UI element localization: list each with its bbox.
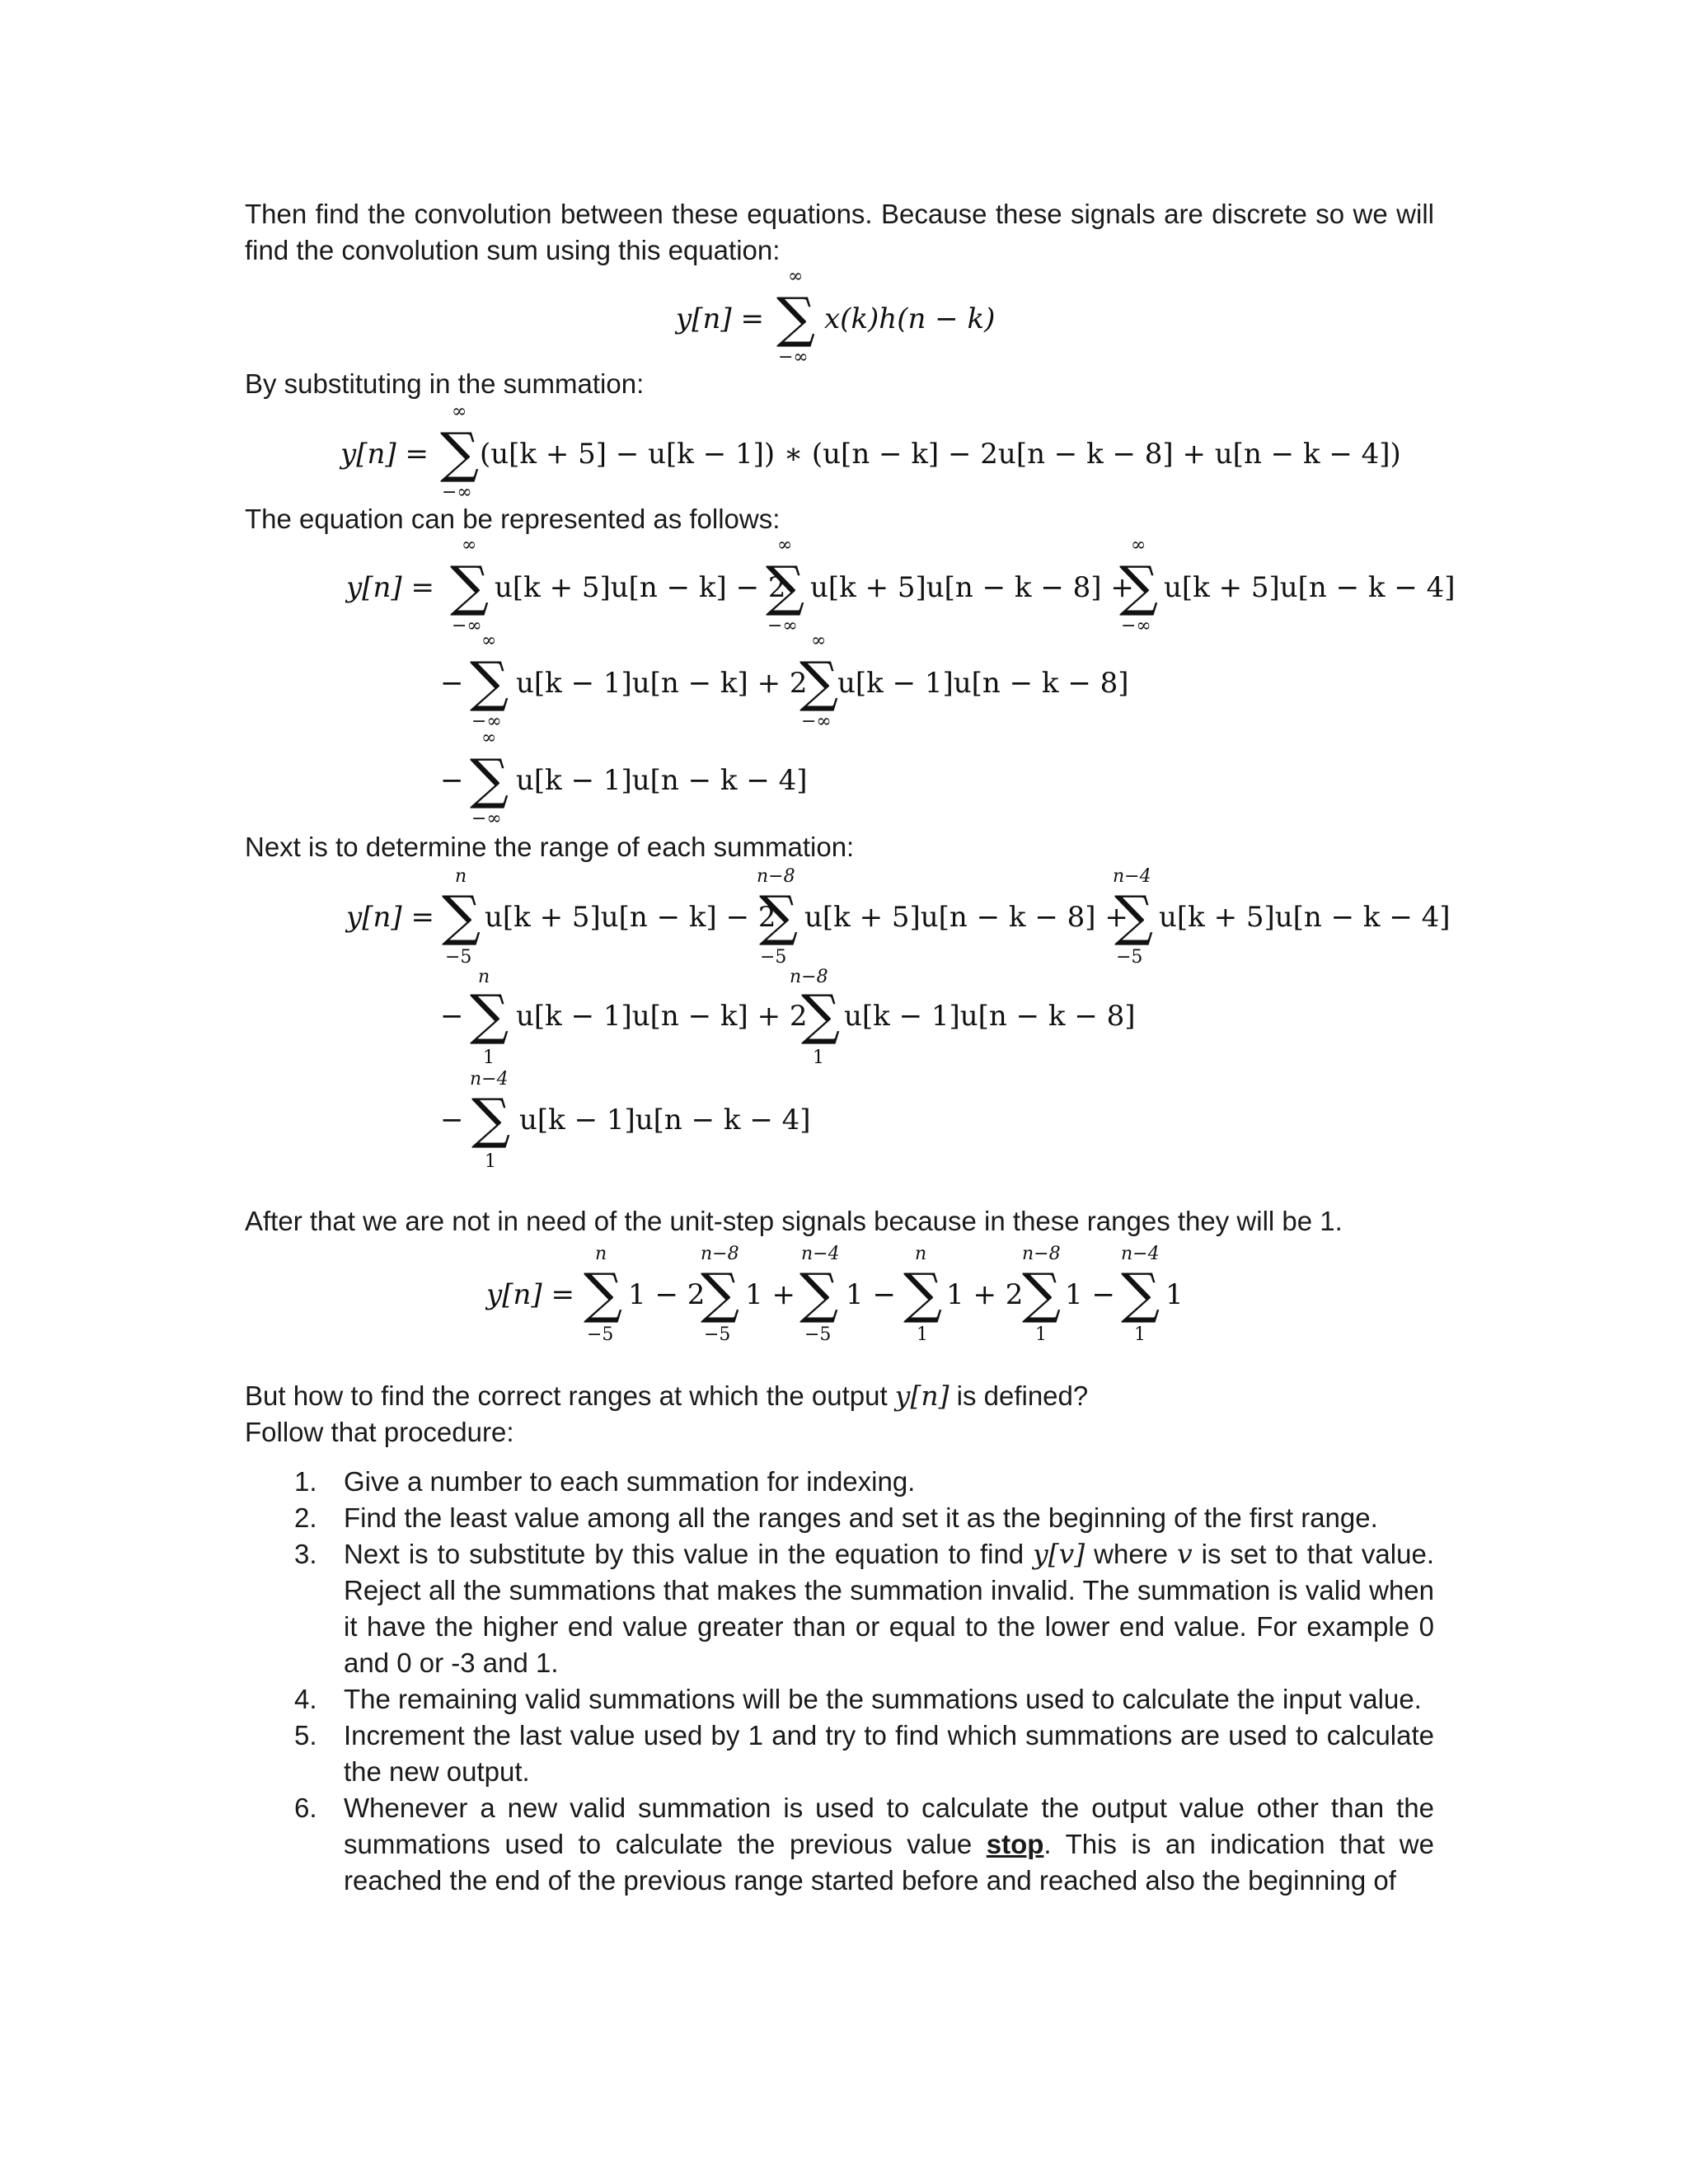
conv-sigma: ∑ <box>776 286 816 349</box>
rng-term-6: u[k − 1]u[n − k − 4] <box>519 1104 811 1137</box>
exp-s2-upper: ∞ <box>777 535 793 555</box>
step-number: 2. <box>294 1502 317 1533</box>
rng-s4-lower: 1 <box>483 1047 495 1068</box>
fin-s4-lower: 1 <box>917 1324 928 1345</box>
fin-s3-lower: −5 <box>804 1324 832 1345</box>
list-item <box>245 1718 1434 1790</box>
fin-s5-upper: n−8 <box>1022 1244 1061 1264</box>
list-item <box>245 1681 1434 1718</box>
fin-s3-sigma: ∑ <box>799 1262 839 1325</box>
step-variable: y[v] <box>1033 1538 1085 1570</box>
rng-line3-minus: − <box>440 1104 464 1137</box>
exp-line2-minus: − <box>440 667 464 700</box>
rng-s3-upper: n−4 <box>1113 866 1151 887</box>
subst-sigma: ∑ <box>440 421 480 485</box>
fin-s1-lower: −5 <box>587 1324 614 1345</box>
follow-paragraph: Follow that procedure: <box>245 1417 514 1447</box>
exp-term-4: u[k − 1]u[n − k] + 2 <box>516 667 808 700</box>
exp-term-5: u[k − 1]u[n − k − 8] <box>837 667 1129 700</box>
rng-line2-minus: − <box>440 1000 464 1033</box>
step-text: Find the least value among all the ranges and set it as the beginning of the first range. <box>344 1502 1378 1533</box>
rng-lhs: y[n] = <box>346 901 434 934</box>
rng-s3-lower: −5 <box>1116 947 1143 968</box>
step-text: Give a number to each summation for indexing. <box>344 1466 916 1497</box>
range-paragraph: Next is to determine the range of each summation: <box>245 832 855 862</box>
exp-s2-sigma: ∑ <box>766 555 805 618</box>
rng-term-4: u[k − 1]u[n − k] + 2 <box>516 1000 808 1033</box>
exp-s1-sigma: ∑ <box>450 555 490 618</box>
rng-s4-upper: n <box>478 967 490 987</box>
conv-lhs: y[n] = <box>676 302 764 335</box>
exp-term-6: u[k − 1]u[n − k − 4] <box>516 764 808 797</box>
fin-s6-sigma: ∑ <box>1121 1262 1160 1325</box>
fin-term-6: 1 <box>1165 1278 1184 1311</box>
step-number: 5. <box>294 1720 317 1750</box>
step-text: Whenever a new valid summation is used to calculate the output value other than the summations used to calculate the previous value <box>344 1793 1434 1859</box>
substitution-equation <box>339 401 1401 503</box>
conv-body: x(k)h(n − k) <box>824 302 996 335</box>
exp-s4-sigma: ∑ <box>470 650 509 714</box>
rng-s6-upper: n−4 <box>470 1069 509 1090</box>
final-equation <box>485 1244 1184 1345</box>
substituting-paragraph: By substituting in the summation: <box>245 368 645 399</box>
list-item <box>245 1536 1434 1681</box>
rng-s1-sigma: ∑ <box>442 884 481 948</box>
exp-s2-lower: −∞ <box>767 616 798 636</box>
exp-term-2: u[k + 5]u[n − k − 8] + <box>810 571 1134 604</box>
question-variable: y[n] <box>894 1380 950 1412</box>
subst-lower-limit: −∞ <box>442 482 472 503</box>
intro-paragraph: Then find the convolution between these equations. Because these signals are discrete so we will find the convolution sum using this equation: <box>245 199 1434 265</box>
fin-s3-upper: n−4 <box>801 1244 840 1264</box>
exp-s4-lower: −∞ <box>471 711 502 732</box>
rng-term-3: u[k + 5]u[n − k − 4] <box>1159 901 1451 934</box>
exp-s5-upper: ∞ <box>811 630 827 651</box>
rng-s4-sigma: ∑ <box>470 983 509 1047</box>
convolution-equation <box>674 266 995 368</box>
step-variable: v <box>1177 1538 1193 1570</box>
fin-s1-upper: n <box>595 1244 607 1264</box>
exp-term-3: u[k + 5]u[n − k − 4] <box>1164 571 1456 604</box>
ranged-equation <box>345 866 1451 1172</box>
rng-s6-lower: 1 <box>485 1151 496 1172</box>
list-item <box>245 1464 1434 1500</box>
fin-s6-lower: 1 <box>1134 1324 1146 1345</box>
fin-term-2: 1 + <box>745 1278 795 1311</box>
represented-paragraph: The equation can be represented as follows: <box>245 504 781 534</box>
subst-upper-limit: ∞ <box>452 401 467 422</box>
exp-s1-lower: −∞ <box>452 616 482 636</box>
procedure-list <box>245 1464 1434 1899</box>
rng-s5-sigma: ∑ <box>801 983 841 1047</box>
step-text: The remaining valid summations will be the summations used to calculate the input value. <box>344 1684 1422 1714</box>
fin-s2-lower: −5 <box>704 1324 731 1345</box>
fin-s1-sigma: ∑ <box>584 1262 623 1325</box>
exp-s5-sigma: ∑ <box>799 650 839 714</box>
exp-line3-minus: − <box>440 764 464 797</box>
question-text-after: is defined? <box>949 1380 1089 1411</box>
exp-term-1: u[k + 5]u[n − k] − 2 <box>495 571 786 604</box>
exp-s1-upper: ∞ <box>462 535 477 555</box>
after-paragraph: After that we are not in need of the unit-step signals because in these ranges they will be 1. <box>245 1206 1343 1236</box>
fin-s6-upper: n−4 <box>1121 1244 1160 1264</box>
fin-term-1: 1 − 2 <box>628 1278 706 1311</box>
step-number: 1. <box>294 1466 317 1497</box>
step-number: 3. <box>294 1539 317 1569</box>
fin-s5-lower: 1 <box>1035 1324 1047 1345</box>
fin-s4-sigma: ∑ <box>903 1262 943 1325</box>
stop-emphasis: stop <box>986 1829 1044 1859</box>
rng-s2-sigma: ∑ <box>759 884 799 948</box>
step-text: Next is to substitute by this value in the equation to find <box>344 1539 1034 1569</box>
conv-upper-limit: ∞ <box>788 266 804 287</box>
fin-lhs: y[n] = <box>486 1278 574 1311</box>
exp-s3-sigma: ∑ <box>1119 555 1159 618</box>
rng-s6-sigma: ∑ <box>471 1087 511 1151</box>
rng-s3-sigma: ∑ <box>1114 884 1154 948</box>
list-item <box>245 1790 1434 1899</box>
rng-s5-lower: 1 <box>813 1047 824 1068</box>
exp-s6-upper: ∞ <box>481 728 497 748</box>
rng-term-1: u[k + 5]u[n − k] − 2 <box>485 901 776 934</box>
exp-s6-lower: −∞ <box>471 808 502 829</box>
question-text-before: But how to find the correct ranges at which the output <box>245 1380 895 1411</box>
exp-s5-lower: −∞ <box>801 711 832 732</box>
rng-s2-lower: −5 <box>760 947 787 968</box>
exp-s3-lower: −∞ <box>1121 616 1151 636</box>
rng-s2-upper: n−8 <box>757 866 795 887</box>
fin-s2-upper: n−8 <box>701 1244 739 1264</box>
step-text: is set to that value. Reject all the summations that makes the summation invalid. The summation is valid when it have the higher end value greater than or equal to the lower end value. For example 0 and 0 or -3 and 1. <box>344 1539 1434 1678</box>
exp-s4-upper: ∞ <box>481 630 497 651</box>
rng-s1-lower: −5 <box>445 947 472 968</box>
fin-term-4: 1 + 2 <box>946 1278 1024 1311</box>
fin-s2-sigma: ∑ <box>701 1262 740 1325</box>
subst-lhs: y[n] = <box>340 438 429 471</box>
fin-term-3: 1 − <box>846 1278 896 1311</box>
rng-s5-upper: n−8 <box>790 967 828 987</box>
step-text: Increment the last value used by 1 and try to find which summations are used to calculate the new output. <box>344 1720 1434 1787</box>
conv-lower-limit: −∞ <box>778 347 809 368</box>
subst-body: (u[k + 5] − u[k − 1]) ∗ (u[n − k] − 2u[n − k − 8] + u[n − k − 4]) <box>480 438 1401 471</box>
list-item <box>245 1500 1434 1536</box>
rng-term-2: u[k + 5]u[n − k − 8] + <box>804 901 1128 934</box>
rng-s1-upper: n <box>455 866 467 887</box>
step-number: 6. <box>294 1793 317 1823</box>
exp-s3-upper: ∞ <box>1131 535 1146 555</box>
exp-lhs: y[n] = <box>346 571 434 604</box>
fin-term-5: 1 − <box>1065 1278 1115 1311</box>
step-text: . This is an indication that we reached the end of the previous range started before and reached also the beginning of <box>344 1829 1434 1896</box>
fin-s5-sigma: ∑ <box>1022 1262 1062 1325</box>
step-number: 4. <box>294 1684 317 1714</box>
fin-s4-upper: n <box>915 1244 927 1264</box>
exp-s6-sigma: ∑ <box>470 748 509 811</box>
expanded-equation <box>345 535 1456 829</box>
rng-term-5: u[k − 1]u[n − k − 8] <box>844 1000 1136 1033</box>
step-text: where <box>1085 1539 1177 1569</box>
